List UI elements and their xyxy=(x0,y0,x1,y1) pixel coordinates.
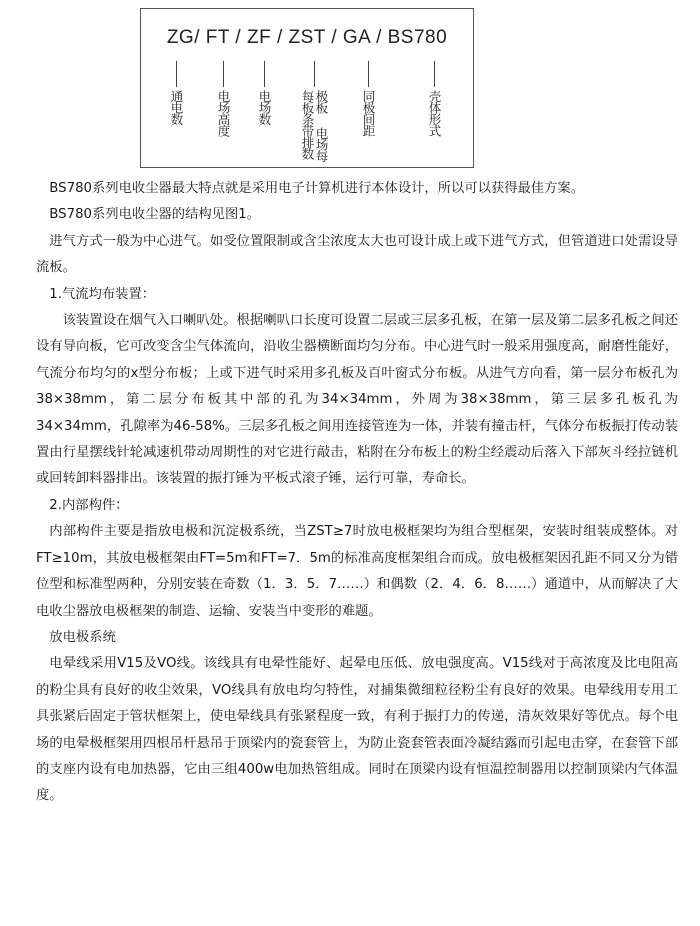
legend-label: 电场高度 xyxy=(216,90,231,136)
legend-item xyxy=(213,61,233,136)
section-heading: 1.气流均布装置： xyxy=(49,286,156,302)
paragraph: 进气方式一般为中心进气。如受位置限制或含尘浓度太大也可设计成上或下进气方式，但管道进口处需设导流板。 xyxy=(36,233,678,276)
legend-tick xyxy=(368,61,369,87)
legend-label-col: 极板 电场每 xyxy=(314,90,329,162)
legend-item xyxy=(424,61,444,136)
paragraph: 该装置设在烟气入口喇叭处。根据喇叭口长度可设置二层或三层多孔板，在第一层及第二层多孔板之间还设有导向板，它可改变含尘气体流向，沿收尘器横断面均匀分布。中心进气时一般采用强度高，耐磨性能好，气流分布均匀的x型分布板；上或下进气时采用多孔板及百叶窗式分布板。从进气方向看，第一层分布板孔为38×38mm，第二层分布板其中部的孔为34×34mm，外周为38×38mm，第三层多孔板孔为34×34mm，孔隙率为46-58%。三层多孔板之间用连接管连为一体，并装有撞击杆，气体分布板振打传动装置由行星摆线针轮减速机带动周期性的对它进行敲击，粘附在分布板上的粉尘经震动后落入下部灰斗经拉链机或回转卸料器排出。该装置的振打锤为平板式滚子锤，运行可靠，寿命长。 xyxy=(36,313,678,487)
legend-label: 壳体形式 xyxy=(427,90,442,136)
legend-label-col: 每板条带排数 xyxy=(300,90,315,159)
paragraph: 内部构件主要是指放电极和沉淀极系统，当ZST≥7时放电极框架均为组合型框架，安装时组装成整体。对FT≥10m，其放电极框架由FT=5m和FT=7．5m的标准高度框架组合而成。放电极框架因孔距不同又分为错位型和标准型两种，分别安装在奇数（1．3．5．7……）和偶数（2．4．6．8……）通道中，从而解决了大电收尘器放电极框架的制造、运输、安装当中变形的难题。 xyxy=(36,524,678,619)
model-designation-diagram xyxy=(140,8,474,168)
legend-tick xyxy=(264,61,265,87)
document-body xyxy=(36,176,678,810)
paragraph: BS780系列电收尘器最大特点就是采用电子计算机进行本体设计，所以可以获得最佳方案。 xyxy=(49,181,584,196)
subsection-heading: 放电极系统 xyxy=(49,629,116,645)
legend-label: 电场数 xyxy=(257,90,272,125)
legend-item xyxy=(358,61,378,136)
section-heading: 2.内部构件： xyxy=(49,497,129,513)
paragraph: BS780系列电收尘器的结构见图1。 xyxy=(49,207,261,223)
legend-tick xyxy=(314,61,315,87)
legend-label: 通电数 xyxy=(169,90,184,125)
model-code: ZG/ FT / ZF / ZST / GA / BS780 xyxy=(166,27,448,48)
legend-item xyxy=(254,61,274,125)
legend-tick xyxy=(223,61,224,87)
legend-item xyxy=(166,61,186,125)
legend-label xyxy=(300,90,328,162)
paragraph: 电晕线采用V15及VO线。该线具有电晕性能好、起晕电压低、放电强度高。V15线对于高浓度及比电阻高的粉尘具有良好的收尘效果，VO线具有放电均匀特性，对捕集微细粒径粉尘有良好的效果。电晕线用专用工具张紧后固定于管状框架上，使电晕线具有张紧程度一致，有利于振打力的传递，清灰效果好等优点。每个电场的电晕极框架用四根吊杆悬吊于顶梁内的瓷套管上，为防止瓷套管表面冷凝结露而引起电击穿，在套管下部的支座内设有电加热器，它由三组400w电加热管组成。同时在顶梁内设有恒温控制器用以控制顶梁内气体温度。 xyxy=(36,656,678,804)
legend-label: 同极间距 xyxy=(361,90,376,136)
legend-item xyxy=(299,61,329,162)
legend-tick xyxy=(434,61,435,87)
legend-tick xyxy=(176,61,177,87)
